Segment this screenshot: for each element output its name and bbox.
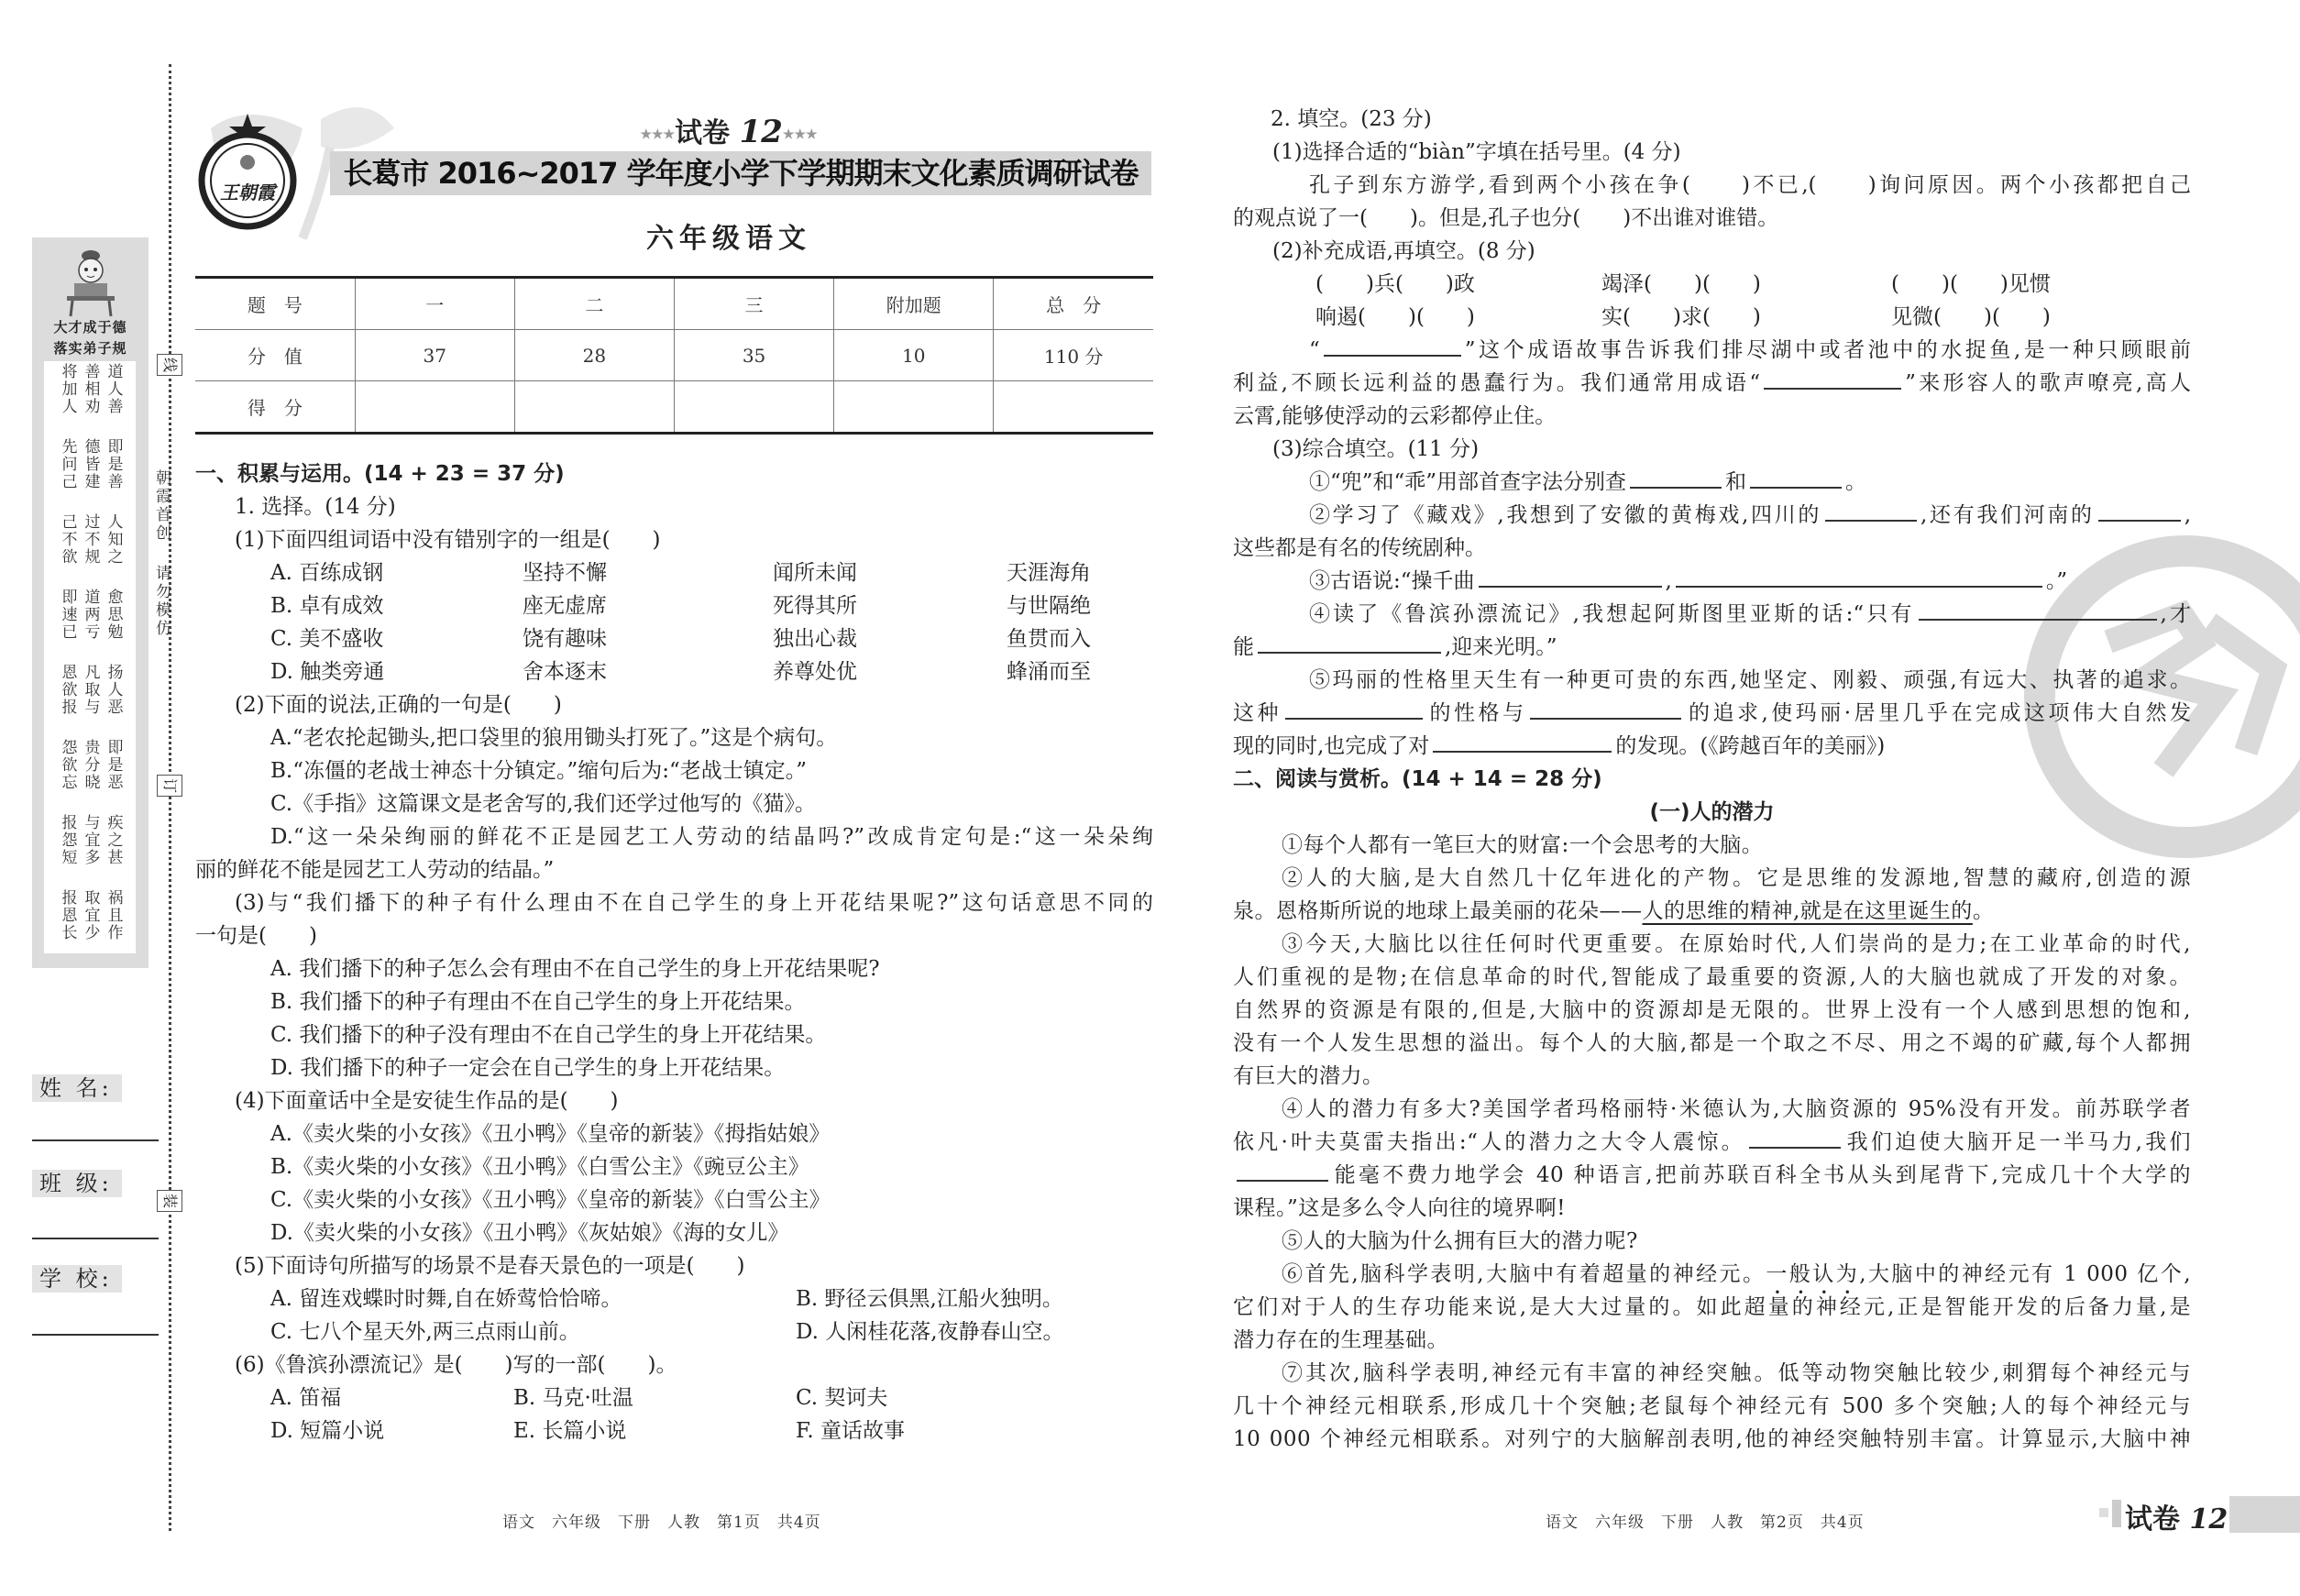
text-segment: 能 <box>1233 635 1254 659</box>
poem-column: 将加人 <box>58 363 77 415</box>
option-item[interactable]: E. 长篇小说 <box>513 1419 627 1443</box>
question-text <box>1233 367 2191 400</box>
title-banner <box>330 151 1151 195</box>
poem-column: 人知之 <box>104 513 123 566</box>
option-item[interactable]: 舍本逐末 <box>523 660 607 684</box>
score-table <box>195 276 1153 435</box>
header-cell: 二 <box>514 278 674 330</box>
option-item[interactable]: 与世隔绝 <box>1007 594 1091 618</box>
question-text <box>1233 565 2191 598</box>
score-cell[interactable] <box>994 381 1153 434</box>
question-text <box>1233 598 2191 631</box>
score-cell[interactable] <box>355 381 514 434</box>
text-segment: 。 <box>1972 899 1995 923</box>
header-cell: 三 <box>674 278 833 330</box>
poem-column: 即速已 <box>58 589 77 641</box>
option-row <box>195 556 1153 589</box>
option-item[interactable]: ( )( )见惯 <box>1891 272 2051 296</box>
series-number: 12 <box>739 114 783 150</box>
option: B.《卖火柴的小女孩》《丑小鸭》《白雪公主》《豌豆公主》 <box>270 1155 809 1179</box>
right-page-content <box>1233 103 2191 1456</box>
question-text <box>1233 466 2191 499</box>
option: D. 我们播下的种子一定会在自己学生的身上开花结果。 <box>270 1056 786 1080</box>
option: A. 我们播下的种子怎么会有理由不在自己学生的身上开花结果呢? <box>270 957 880 981</box>
text-segment: 。” <box>2045 569 2068 593</box>
option-item[interactable]: 实( )求( ) <box>1601 305 1761 329</box>
option-item[interactable]: 独出心裁 <box>773 627 857 651</box>
corner-label: 试卷 <box>2125 1503 2180 1535</box>
points-cell: 28 <box>514 330 674 381</box>
corner-decoration <box>2099 1508 2108 1517</box>
passage-line: 人们重视的是物;在信息革命的时代,智能成了最重要的资源,人的大脑也就成了开发的对象。 <box>1233 965 2191 989</box>
passage-line: 潜力存在的生理基础。 <box>1233 1328 1448 1352</box>
left-page-content <box>195 457 1153 1447</box>
poem-column: 扬人恶 <box>104 664 123 716</box>
passage-line <box>1233 1159 2191 1192</box>
header-cell: 一 <box>355 278 514 330</box>
answer-blank[interactable] <box>1433 731 1612 753</box>
option-item[interactable]: B. 卓有成效 <box>270 594 384 618</box>
option-item[interactable]: 闻所未闻 <box>773 561 857 585</box>
option: D.《卖火柴的小女孩》《丑小鸭》《灰姑娘》《海的女儿》 <box>270 1221 789 1245</box>
logo-text: 王朝霞 <box>220 182 275 204</box>
idiom-row <box>1233 301 2191 334</box>
poem-block <box>44 889 136 963</box>
option-row <box>195 1315 1153 1348</box>
question: (6)《鲁滨孙漂流记》是( )写的一部( )。 <box>235 1353 677 1377</box>
answer-blank[interactable] <box>1530 698 1681 720</box>
poem-block <box>44 814 136 887</box>
star-icon: ★★★ <box>782 127 818 142</box>
text-segment: 和 <box>1725 470 1747 494</box>
page-footer-1: 语文 六年级 下册 人教 第1页 共4页 <box>502 1513 821 1532</box>
question: (2)补充成语,再填空。(8 分) <box>1272 239 1535 263</box>
passage-line: 自然界的资源是有限的,但是,大脑中的资源却是无限的。世界上没有一个人感到思想的饱和, <box>1233 998 2191 1022</box>
option-item[interactable]: B. 野径云俱黑,江船火独明。 <box>796 1287 1063 1311</box>
section-heading: 一、积累与运用。(14 + 23 = 37 分) <box>195 462 565 486</box>
text-segment: ,大脑中的神经元有 1 000 亿个, <box>1859 1262 2191 1286</box>
school-label: 学 校: <box>32 1265 122 1293</box>
corner-series-label <box>2125 1496 2228 1536</box>
class-input-line[interactable] <box>32 1238 159 1239</box>
text-segment: ”来形容人的歌声嘹亮,高人 <box>1905 371 2191 395</box>
option-item[interactable]: ( )兵( )政 <box>1315 272 1475 296</box>
poem-block <box>44 664 136 737</box>
question: (1)下面四组词语中没有错别字的一组是( ) <box>235 528 661 552</box>
poem-column: 报恩长 <box>58 889 77 941</box>
passage-line <box>1233 1126 2191 1159</box>
score-cell[interactable] <box>514 381 674 434</box>
poem-column: 德皆建 <box>81 438 100 490</box>
poem-block <box>44 513 136 587</box>
text-segment: , <box>1665 569 1672 593</box>
text-segment: ④读了《鲁滨孙漂流记》,我想起阿斯图里亚斯的话:“只有 <box>1309 602 1915 626</box>
points-cell: 10 <box>834 330 994 381</box>
corner-bar <box>2229 1496 2300 1533</box>
passage-line: ⑦其次,脑科学表明,神经元有丰富的神经突触。低等动物突触比较少,刺猬每个神经元与 <box>1282 1361 2191 1385</box>
text-segment: , <box>2184 503 2192 527</box>
binding-label-xian: 线 <box>157 354 182 376</box>
answer-blank[interactable] <box>1825 500 1917 522</box>
text-segment: ①“兜”和“乖”用部首查字法分别查 <box>1309 470 1627 494</box>
passage-line <box>1233 1258 2191 1291</box>
passage-title: (一)人的潜力 <box>1649 800 1775 824</box>
option-item[interactable]: 坚持不懈 <box>523 561 607 585</box>
option-item[interactable]: D. 人闲桂花落,夜静春山空。 <box>796 1320 1064 1344</box>
option-item[interactable]: C. 七八个星天外,两三点雨山前。 <box>270 1320 580 1344</box>
answer-blank[interactable] <box>1749 1127 1841 1149</box>
header-cell: 总 分 <box>994 278 1153 330</box>
option-item[interactable]: C. 美不盛收 <box>270 627 384 651</box>
option-item[interactable]: 天涯海角 <box>1007 561 1091 585</box>
corner-number: 12 <box>2189 1503 2228 1535</box>
text-segment: ⑥首先,脑科学表明,大脑中有着超量的神经元。 <box>1282 1262 1766 1286</box>
question: (3)综合填空。(11 分) <box>1272 437 1480 461</box>
option-item[interactable]: 养尊处优 <box>773 660 857 684</box>
option-row <box>195 589 1153 622</box>
poem-column: 怨欲忘 <box>58 739 77 791</box>
question-text <box>1233 631 2191 664</box>
question-text: ⑤玛丽的性格里天生有一种更可贵的东西,她坚定、刚毅、顽强,有远大、执著的追求。 <box>1309 668 2191 692</box>
points-cell: 37 <box>355 330 514 381</box>
answer-blank[interactable] <box>1919 599 2157 621</box>
name-input-line[interactable] <box>32 1139 159 1141</box>
idiom-row <box>1233 268 2191 301</box>
question-text <box>1233 730 2191 763</box>
question-text <box>1233 697 2191 730</box>
text-segment: 的追求,使玛丽·居里几乎在完成这项伟大自然发 <box>1685 701 2192 725</box>
text-segment: 依凡·叶夫莫雷夫指出:“人的潜力之大令人震惊。 <box>1233 1130 1745 1154</box>
text-segment: 的性格与 <box>1426 701 1527 725</box>
option-item[interactable]: D. 触类旁通 <box>270 660 385 684</box>
poem-block <box>44 363 136 436</box>
logo-seal-icon <box>193 112 303 231</box>
passage-line <box>1233 895 2191 928</box>
option-item[interactable]: 响遏( )( ) <box>1315 305 1475 329</box>
poem-block <box>44 438 136 512</box>
answer-blank[interactable] <box>1324 335 1461 357</box>
option-row <box>195 622 1153 655</box>
passage-line: 没有一个人发生思想的溢出。每个人的大脑,都是一个取之不尽、用之不竭的矿藏,每个人都拥 <box>1233 1031 2191 1055</box>
text-segment: ③古语说:“操千曲 <box>1309 569 1475 593</box>
question: (3)与“我们播下的种子有什么理由不在自己学生的身上开花结果呢?”这句话意思不同的 <box>235 891 1153 915</box>
question-text <box>1233 499 2191 532</box>
question: (4)下面童话中全是安徒生作品的是( ) <box>235 1089 619 1113</box>
option-item[interactable]: A. 笛福 <box>270 1386 342 1410</box>
row-label: 分 值 <box>195 330 355 381</box>
subject-title: 六年级语文 <box>646 223 811 255</box>
option: C. 我们播下的种子没有理由不在自己学生的身上开花结果。 <box>270 1023 827 1047</box>
poem-block <box>44 739 136 812</box>
poem-column: 过不规 <box>81 513 100 566</box>
poem-column: 即是恶 <box>104 739 123 791</box>
option: A.《卖火柴的小女孩》《丑小鸭》《皇帝的新装》《拇指姑娘》 <box>270 1122 831 1146</box>
option-item[interactable]: 见微( )( ) <box>1891 305 2051 329</box>
underlined-sentence: 人的思维的精神,就是在这里诞生的 <box>1642 899 1973 923</box>
option: B. 我们播下的种子有理由不在自己学生的身上开花结果。 <box>270 990 806 1014</box>
header-cell: 附加题 <box>834 278 994 330</box>
side-notice-2: 请勿模仿 <box>152 565 171 638</box>
option: C.《卖火柴的小女孩》《丑小鸭》《皇帝的新装》《白雪公主》 <box>270 1188 831 1212</box>
option: A.“老农抡起锄头,把口袋里的狼用锄头打死了。”这是个病句。 <box>270 726 838 750</box>
score-row <box>195 381 1153 434</box>
question-text: 孔子到东方游学,看到两个小孩在争( )不已,( )询问原因。两个小孩都把自己 <box>1309 173 2191 197</box>
option-item[interactable]: 死得其所 <box>773 594 857 618</box>
text-segment: ”这个成语故事告诉我们排尽湖中或者池中的水捉鱼,是一种只顾眼前 <box>1464 338 2191 362</box>
series-text: 试卷 <box>675 117 731 149</box>
dizigui-poem <box>44 361 136 953</box>
motto-sidebar <box>32 237 149 968</box>
text-segment: ②学习了《藏戏》,我想到了安徽的黄梅戏,四川的 <box>1309 503 1822 527</box>
question: (2)下面的说法,正确的一句是( ) <box>235 693 562 717</box>
student-cartoon-icon <box>63 248 118 317</box>
text-segment: 利益,不顾长远利益的愚蠢行为。我们通常用成语“ <box>1233 371 1761 395</box>
answer-blank[interactable] <box>1750 467 1842 489</box>
emphasized-phrase: 一般认为 <box>1766 1262 1860 1286</box>
option-item[interactable]: 饶有趣味 <box>523 627 607 651</box>
score-cell[interactable] <box>834 381 994 434</box>
text-segment: 泉。恩格斯所说的地球上最美丽的花朵—— <box>1233 899 1643 923</box>
option-item[interactable]: D. 短篇小说 <box>270 1419 385 1443</box>
question-heading: 2. 填空。(23 分) <box>1271 107 1432 131</box>
poem-column: 愈思勉 <box>104 589 123 641</box>
option-item[interactable]: A. 留连戏蝶时时舞,自在娇莺恰恰啼。 <box>270 1287 622 1311</box>
poem-column: 贵分晓 <box>81 739 100 791</box>
question: (5)下面诗句所描写的场景不是春天景色的一项是( ) <box>235 1254 745 1278</box>
option: B.“冻僵的老战士神态十分镇定。”缩句后为:“老战士镇定。” <box>270 759 807 783</box>
option-row <box>195 1414 1153 1447</box>
answer-blank[interactable] <box>1285 698 1423 720</box>
page-footer-2: 语文 六年级 下册 人教 第2页 共4页 <box>1546 1513 1865 1532</box>
answer-blank[interactable] <box>1258 632 1441 654</box>
question-text: 这些都是有名的传统剧种。 <box>1233 536 1486 560</box>
poem-column: 报怨短 <box>58 814 77 866</box>
question-text: 云霄,能够使浮动的云彩都停止住。 <box>1233 404 1557 428</box>
passage-line: 几十个神经元相联系,形成几十个突触;老鼠每个神经元有 500 多个突触;人的每个神经元与 <box>1233 1394 2191 1418</box>
text-segment: 能毫不费力地学会 40 种语言,把前苏联百科全书从头到尾背下,完成几十个大学的 <box>1332 1163 2191 1187</box>
passage-line: 它们对于人的生存功能来说,是大大过量的。如此超量的神经元,正是智能开发的后备力量,是 <box>1233 1295 2191 1319</box>
poem-column: 善相劝 <box>81 363 100 415</box>
row-label: 得 分 <box>195 381 355 434</box>
star-icon: ★★★ <box>640 127 676 142</box>
motto-line-1: 大才成于德 <box>53 319 127 336</box>
option-item[interactable]: F. 童话故事 <box>796 1419 905 1443</box>
question: 一句是( ) <box>195 924 317 948</box>
binding-label-zhuang: 装 <box>157 1190 182 1212</box>
text-segment: 这种 <box>1233 701 1282 725</box>
poem-column: 取宜少 <box>81 889 100 941</box>
option-item[interactable]: 鱼贯而入 <box>1007 627 1091 651</box>
motto-line-2: 落实弟子规 <box>53 340 127 357</box>
poem-column: 恩欲报 <box>58 664 77 716</box>
question: (1)选择合适的“biàn”字填在括号里。(4 分) <box>1272 140 1681 164</box>
question-heading: 1. 选择。(14 分) <box>235 495 396 519</box>
poem-column: 先问己 <box>58 438 77 490</box>
answer-blank[interactable] <box>1479 566 1662 588</box>
question-text: 的观点说了一( )。但是,孔子也分( )不出谁对谁错。 <box>1233 206 1779 230</box>
option-item[interactable]: 竭泽( )( ) <box>1601 272 1761 296</box>
binding-dotted-line <box>169 64 171 1531</box>
answer-blank[interactable] <box>2098 500 2181 522</box>
option: C.《手指》这篇课文是老舍写的,我们还学过他写的《猫》。 <box>270 792 816 816</box>
poem-column: 凡取与 <box>81 664 100 716</box>
series-label <box>587 110 871 150</box>
text-segment: 我们迫使大脑开足一半马力,我们 <box>1843 1130 2191 1154</box>
text-segment: “ <box>1309 338 1320 362</box>
passage-line: 有巨大的潜力。 <box>1233 1064 1384 1088</box>
passage-line: ④人的潜力有多大?美国学者玛格丽特·米德认为,大脑资源的 95%没有开发。前苏联学者 <box>1282 1097 2191 1121</box>
poem-column: 己不欲 <box>58 513 77 566</box>
text-segment: 的发现。(《跨越百年的美丽》) <box>1615 734 1886 758</box>
section-heading: 二、阅读与赏析。(14 + 14 = 28 分) <box>1233 767 1602 791</box>
answer-blank[interactable] <box>1237 1160 1328 1182</box>
option-row <box>195 1381 1153 1414</box>
header-cell: 题 号 <box>195 278 355 330</box>
passage-line: ③今天,大脑比以往任何时代更重要。在原始时代,人们崇尚的是力;在工业革命的时代, <box>1282 932 2191 956</box>
brand-logo <box>193 112 303 231</box>
poem-block <box>44 589 136 662</box>
text-segment: 现的同时,也完成了对 <box>1233 734 1430 758</box>
points-cell: 110 分 <box>994 330 1153 381</box>
poem-column: 与宜多 <box>81 814 100 866</box>
binding-label-ding: 订 <box>157 775 182 797</box>
text-segment: ,才 <box>2160 602 2192 626</box>
poem-column: 祸且作 <box>104 889 123 941</box>
poem-column: 道人善 <box>104 363 123 415</box>
exam-title: 长葛市 2016~2017 学年度小学下学期期末文化素质调研试卷 <box>343 156 1139 191</box>
side-notice-1: 朝霞首创 <box>152 469 171 543</box>
poem-column: 道两亏 <box>81 589 100 641</box>
text-segment: ,迎来光明。” <box>1445 635 1557 659</box>
answer-blank[interactable] <box>1764 368 1901 390</box>
option-item[interactable]: C. 契诃夫 <box>796 1386 888 1410</box>
passage-line: ①每个人都有一笔巨大的财富:一个会思考的大脑。 <box>1282 833 1764 857</box>
passage-line: ⑤人的大脑为什么拥有巨大的潜力呢? <box>1282 1229 1638 1253</box>
passage-line: ②人的大脑,是大自然几十亿年进化的产物。它是思维的发源地,智慧的藏府,创造的源 <box>1282 866 2191 890</box>
score-cell[interactable] <box>674 381 833 434</box>
passage-line: 10 000 个神经元相联系。对列宁的大脑解剖表明,他的神经突触特别丰富。计算显示,大脑中神 <box>1233 1427 2191 1451</box>
answer-blank[interactable] <box>1676 566 2042 588</box>
answer-blank[interactable] <box>1630 467 1722 489</box>
text-segment: ,还有我们河南的 <box>1920 503 2095 527</box>
option-row <box>195 1282 1153 1315</box>
option: 丽的鲜花不能是园艺工人劳动的结晶。” <box>195 858 555 882</box>
option-item[interactable]: A. 百练成钢 <box>270 561 384 585</box>
option-item[interactable]: 座无虚席 <box>523 594 607 618</box>
score-table-header-row <box>195 278 1153 330</box>
poem-column: 疾之甚 <box>104 814 123 866</box>
text-segment: 。 <box>1845 470 1867 494</box>
passage-line: 课程。”这是多么令人向往的境界啊! <box>1233 1196 1567 1220</box>
school-input-line[interactable] <box>32 1334 159 1336</box>
points-cell: 35 <box>674 330 833 381</box>
option-row <box>195 655 1153 688</box>
option-item[interactable]: B. 马克·吐温 <box>513 1386 633 1410</box>
points-row <box>195 330 1153 381</box>
option-item[interactable]: 蜂涌而至 <box>1007 660 1091 684</box>
name-label: 姓 名: <box>32 1074 122 1102</box>
poem-column: 即是善 <box>104 438 123 490</box>
class-label: 班 级: <box>32 1170 122 1197</box>
corner-decoration <box>2112 1500 2121 1527</box>
question-text <box>1233 334 2191 367</box>
option: D.“这一朵朵绚丽的鲜花不正是园艺工人劳动的结晶吗?”改成肯定句是:“这一朵朵绚 <box>270 825 1153 849</box>
